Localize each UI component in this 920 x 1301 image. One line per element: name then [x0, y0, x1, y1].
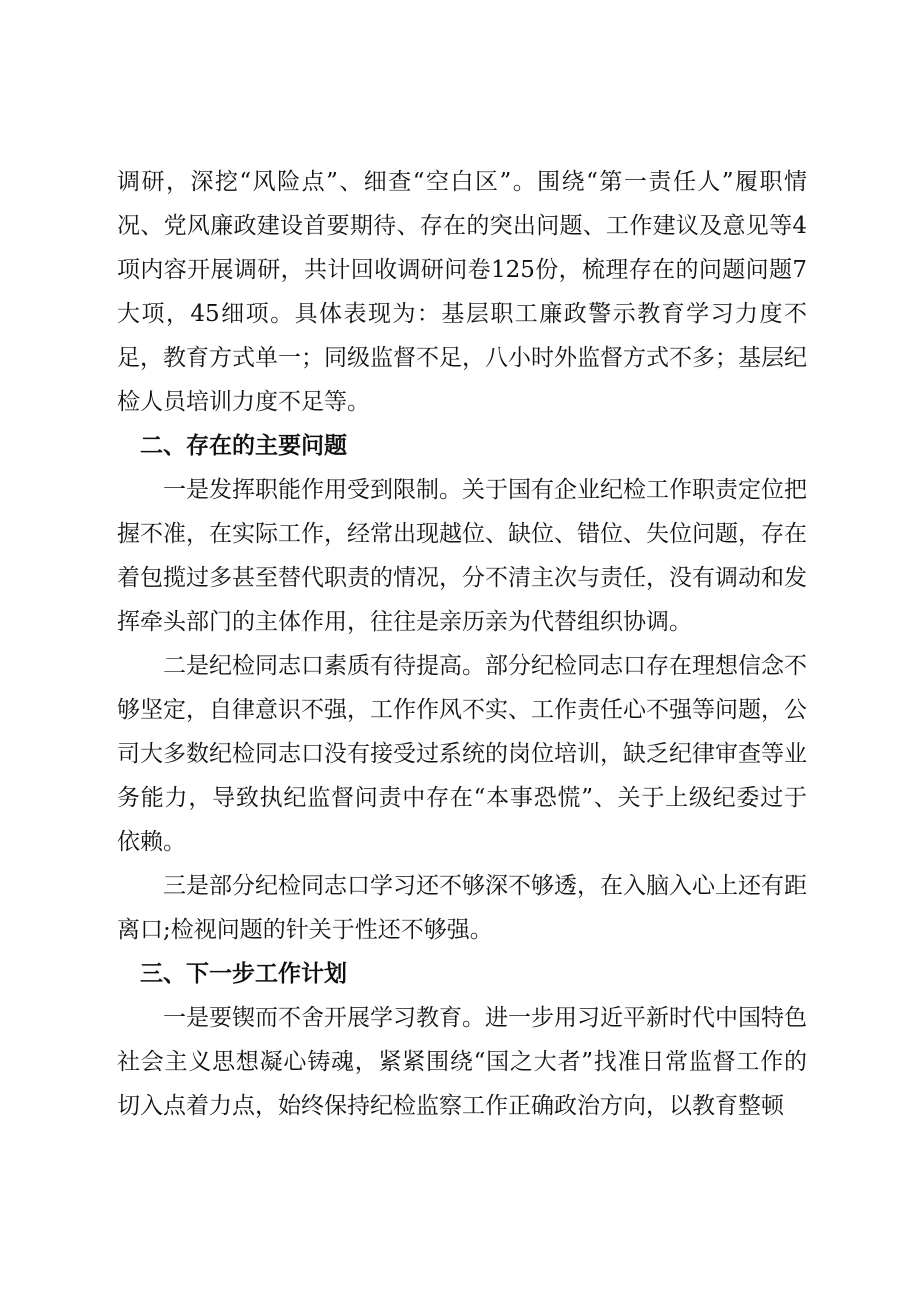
paragraph-problem-one: 一是发挥职能作用受到限制。关于国有企业纪检工作职责定位把握不准，在实际工作，经常出现越位、缺位、错位、失位问题，存在着包揽过多甚至替代职责的情况，分不清主次与责任，没有调动和发挥牵头部门的主体作用，往往是亲历亲为代替组织协调。: [117, 477, 807, 635]
paragraph-problem-three: 三是部分纪检同志口学习还不够深不够透，在入脑入心上还有距离口;检视问题的针关于性还不够强。: [117, 873, 807, 943]
paragraph-research-summary: 调研，深挖“风险点”、细查“空白区”。围绕“第一责任人”履职情况、党风廉政建设首要期待、存在的突出问题、工作建议及意见等4项内容开展调研，共计回收调研问卷125份，梳理存在的问题问题7大项，45细项。具体表现为：基层职工廉政警示教育学习力度不足，教育方式单一；同级监督不足，八小时外监督方式不多；基层纪检人员培训力度不足等。: [117, 169, 807, 415]
paragraph-plan-one: 一是要锲而不舍开展学习教育。进一步用习近平新时代中国特色社会主义思想凝心铸魂，紧紧围绕“国之大者”找准日常监督工作的切入点着力点，始终保持纪检监察工作正确政治方向，以教育整顿: [117, 1005, 807, 1119]
section-heading-next-plan: 三、下一步工作计划: [117, 961, 347, 987]
section-heading-main-problems: 二、存在的主要问题: [117, 433, 347, 459]
paragraph-problem-two: 二是纪检同志口素质有待提高。部分纪检同志口存在理想信念不够坚定，自律意识不强，工作作风不实、工作责任心不强等问题，公司大多数纪检同志口没有接受过系统的岗位培训，缺乏纪律审查等业务能力，导致执纪监督问责中存在“本事恐慌”、关于上级纪委过于依赖。: [117, 653, 807, 855]
document-body: [117, 160, 807, 1128]
